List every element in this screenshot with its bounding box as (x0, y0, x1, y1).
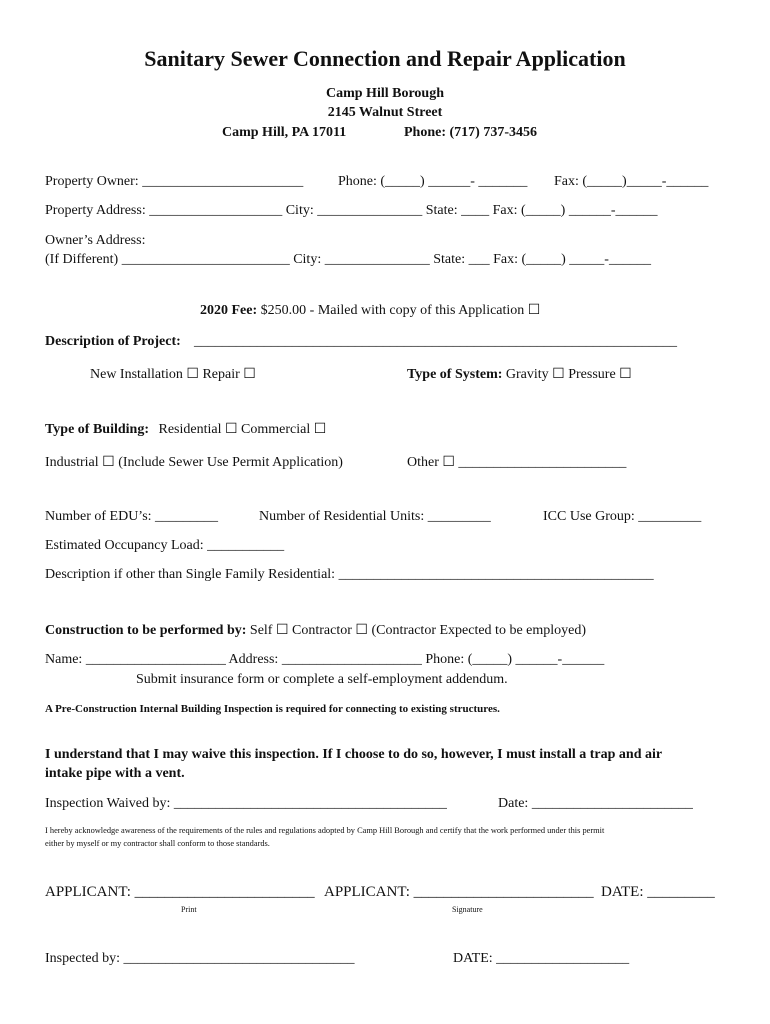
icc-use-group-field[interactable]: ICC Use Group: _________ (543, 509, 702, 524)
building-type-line (45, 421, 326, 438)
owners-address-field[interactable]: (If Different) ________________________ City: _______________ State: ___ Fax: (_____) _____-______ (45, 252, 651, 267)
owners-address-label: Owner’s Address: (45, 233, 146, 248)
waive-notice-line-1: I understand that I may waive this inspection. If I choose to do so, however, I must install a trap and air (45, 747, 663, 762)
construction-label: Construction to be performed by: (45, 623, 247, 638)
applicant-date-field[interactable]: DATE: _________ (601, 884, 715, 900)
inspection-waived-by-field[interactable]: Inspection Waived by: _______________________________________ (45, 796, 447, 811)
other-building-option[interactable]: Other ☐ ________________________ (407, 455, 627, 470)
construction-options[interactable]: Self ☐ Contractor ☐ (Contractor Expected to be employed) (249, 623, 587, 638)
other-description-field[interactable]: Description if other than Single Family Residential: _____________________________________________ (45, 567, 654, 582)
signature-caption: Signature (452, 905, 483, 914)
org-city-state: Camp Hill, PA 17011 (222, 125, 347, 140)
inspected-by-field[interactable]: Inspected by: _________________________________ (45, 951, 355, 966)
org-phone: Phone: (717) 737-3456 (404, 125, 537, 140)
waive-notice-line-2: intake pipe with a vent. (45, 766, 185, 781)
system-type-options[interactable]: Gravity ☐ Pressure ☐ (505, 367, 632, 382)
system-type-line (407, 366, 632, 383)
residential-units-field[interactable]: Number of Residential Units: _________ (259, 509, 491, 524)
acknowledgement-line-2: either by myself or my contractor shall conform to those standards. (45, 839, 270, 848)
pre-construction-notice: A Pre-Construction Internal Building Inspection is required for connecting to existing structures. (45, 703, 500, 715)
inspection-date-field[interactable]: DATE: ___________________ (453, 951, 630, 966)
system-type-label: Type of System: (407, 367, 503, 382)
org-name: Camp Hill Borough (326, 86, 444, 101)
edus-field[interactable]: Number of EDU’s: _________ (45, 509, 219, 524)
applicant-signature-field[interactable]: APPLICANT: ________________________ (324, 884, 594, 900)
fee-text[interactable]: $250.00 - Mailed with copy of this Application ☐ (260, 303, 541, 318)
industrial-option[interactable]: Industrial ☐ (Include Sewer Use Permit Application) (45, 455, 343, 470)
fee-line (200, 302, 540, 319)
building-type-label: Type of Building: (45, 422, 149, 437)
acknowledgement-line-1: I hereby acknowledge awareness of the requirements of the rules and regulations adopted by Camp Hill Borough and certify that the work performed under this permit (45, 826, 605, 835)
page-title: Sanitary Sewer Connection and Repair Application (144, 46, 626, 71)
property-owner-field[interactable]: Property Owner: _______________________ (45, 174, 304, 189)
owner-phone-field[interactable]: Phone: (_____) ______- _______ (338, 174, 528, 189)
waived-date-field[interactable]: Date: _______________________ (498, 796, 693, 811)
construction-line (45, 622, 586, 639)
occupancy-load-field[interactable]: Estimated Occupancy Load: ___________ (45, 538, 285, 553)
contractor-info-field[interactable]: Name: ____________________ Address: ____________________ Phone: (_____) ______-______ (45, 652, 605, 667)
property-address-field[interactable]: Property Address: ___________________ City: _______________ State: ____ Fax: (_____) ______-______ (45, 203, 658, 218)
building-type-options[interactable]: Residential ☐ Commercial ☐ (158, 422, 327, 437)
project-description-field[interactable]: _____________________________________________________________________ (194, 334, 677, 349)
installation-options[interactable]: New Installation ☐ Repair ☐ (90, 367, 256, 382)
owner-fax-field[interactable]: Fax: (_____)_____-______ (554, 174, 709, 189)
fee-label: 2020 Fee: (200, 303, 258, 318)
org-street: 2145 Walnut Street (327, 105, 443, 120)
print-caption: Print (181, 905, 197, 914)
insurance-note: Submit insurance form or complete a self-employment addendum. (136, 672, 508, 687)
project-description-label: Description of Project: (45, 334, 181, 349)
applicant-print-field[interactable]: APPLICANT: ________________________ (45, 884, 315, 900)
